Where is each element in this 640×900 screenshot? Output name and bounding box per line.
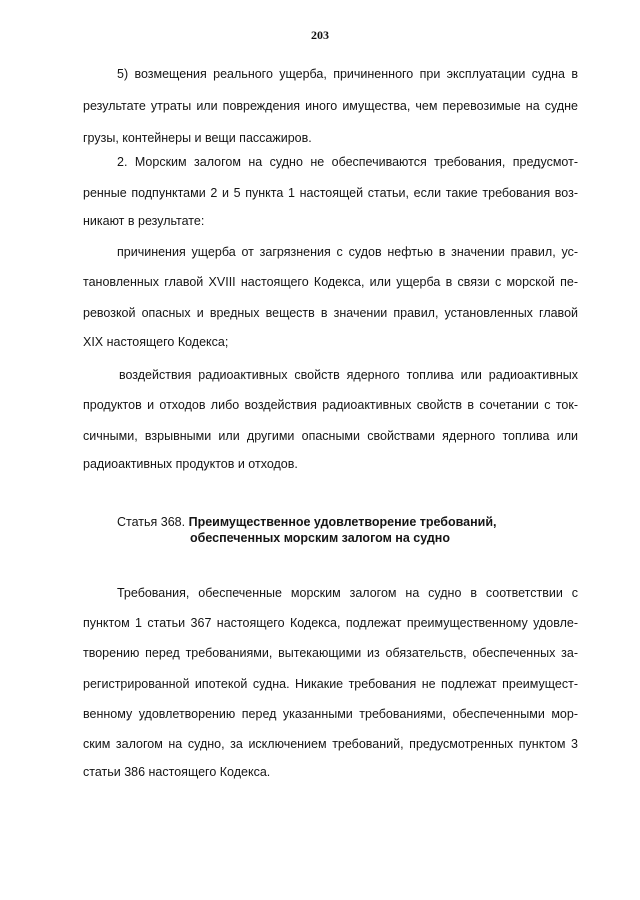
article-heading-line2 xyxy=(190,530,450,546)
text-line: причинения ущерба от загрязнения с судов нефтью в значении правил, ус- xyxy=(117,245,578,259)
text-line: никают в результате: xyxy=(83,214,205,228)
page-number: 203 xyxy=(311,28,329,42)
text-line: статьи 386 настоящего Кодекса. xyxy=(83,765,271,779)
text-line: ренные подпунктами 2 и 5 пункта 1 настоящей статьи, если такие требования воз- xyxy=(83,186,578,200)
text-line: пунктом 1 статьи 367 настоящего Кодекса, подлежат преимущественному удовле- xyxy=(83,616,578,630)
article-label: Статья 368. xyxy=(117,515,186,529)
text-line: 2. Морским залогом на судно не обеспечиваются требования, предусмот- xyxy=(117,155,578,169)
article-title-line2: обеспеченных морским залогом на судно xyxy=(190,531,450,545)
text-line: грузы, контейнеры и вещи пассажиров. xyxy=(83,131,312,145)
text-line: венному удовлетворению перед указанными требованиями, обеспеченными мор- xyxy=(83,707,578,721)
text-line: радиоактивных продуктов и отходов. xyxy=(83,457,298,471)
text-line: результате утраты или повреждения иного имущества, чем перевозимые на судне xyxy=(83,99,578,113)
text-line: XIX настоящего Кодекса; xyxy=(83,335,229,349)
text-line: ским залогом на судно, за исключением требований, предусмотренных пунктом 3 xyxy=(83,737,578,751)
text-line: воздействия радиоактивных свойств ядерного топлива или радиоактивных xyxy=(119,368,578,382)
text-line: тановленных главой XVIII настоящего Кодекса, или ущерба в связи с морской пе- xyxy=(83,275,578,289)
text-line: продуктов и отходов либо воздействия радиоактивных свойств в сочетании с ток- xyxy=(83,398,578,412)
text-line: ревозкой опасных и вредных веществ в значении правил, установленных главой xyxy=(83,306,578,320)
article-heading-line1 xyxy=(117,514,497,530)
text-line: творению перед требованиями, вытекающими из обязательств, обеспеченных за- xyxy=(83,646,578,660)
text-line: сичными, взрывными или другими опасными свойствами ядерного топлива или xyxy=(83,429,578,443)
text-line: Требования, обеспеченные морским залогом на судно в соответствии с xyxy=(117,586,578,600)
text-line: 5) возмещения реального ущерба, причиненного при эксплуатации судна в xyxy=(117,67,578,81)
article-title-line1: Преимущественное удовлетворение требований, xyxy=(188,515,497,529)
text-line: регистрированной ипотекой судна. Никакие требования не подлежат преимущест- xyxy=(83,677,578,691)
